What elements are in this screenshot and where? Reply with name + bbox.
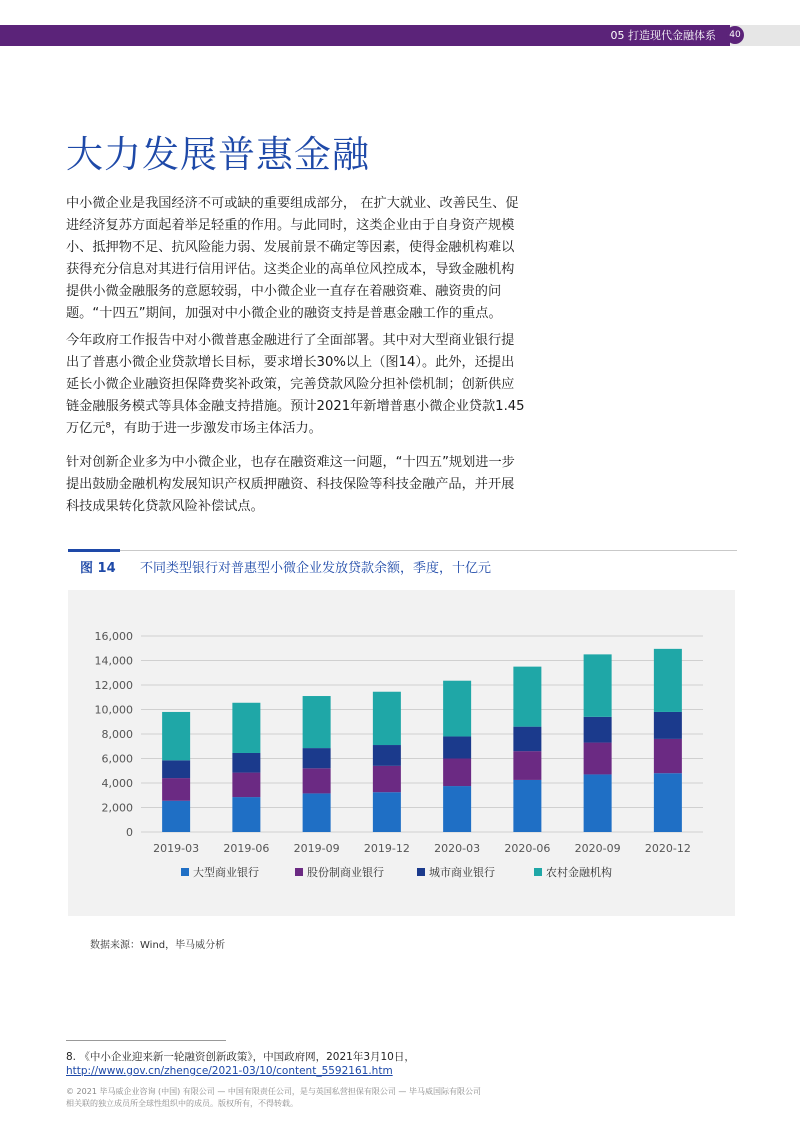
bar-segment: [654, 649, 682, 712]
copyright-line-2: 相关联的独立成员所全球性组织中的成员。版权所有，不得转载。: [66, 1099, 298, 1108]
bar-segment: [303, 748, 331, 768]
bar-segment: [232, 703, 260, 753]
bar-segment: [373, 766, 401, 792]
y-tick-label: 10,000: [94, 703, 133, 717]
data-source: 数据来源：Wind，毕马威分析: [90, 940, 226, 951]
x-tick-label: 2019-06: [223, 842, 270, 855]
figure-label: 图 14: [80, 561, 116, 576]
y-tick-label: 8,000: [101, 728, 133, 741]
bar-segment: [373, 692, 401, 745]
x-tick-label: 2019-12: [363, 842, 410, 855]
legend-label: 农村金融机构: [546, 866, 612, 879]
bar-segment: [162, 760, 190, 778]
bar-segment: [584, 743, 612, 775]
bar-segment: [513, 727, 541, 752]
y-tick-label: 4,000: [101, 777, 133, 790]
bar-segment: [162, 778, 190, 801]
figure-rule: [120, 550, 737, 551]
y-tick-label: 0: [126, 826, 133, 839]
footnote-link[interactable]: http://www.gov.cn/zhengce/2021-03/10/content_5592161.htm: [66, 1065, 393, 1077]
legend-swatch: [181, 868, 189, 876]
bar-segment: [232, 797, 260, 832]
page-number: 40: [726, 26, 744, 44]
legend-swatch: [534, 868, 542, 876]
bar-segment: [513, 667, 541, 727]
bar-segment: [373, 792, 401, 832]
x-tick-label: 2019-03: [153, 842, 200, 855]
bar-segment: [584, 717, 612, 743]
stacked-bar-chart: [68, 590, 735, 916]
bar-segment: [162, 801, 190, 832]
bar-segment: [443, 786, 471, 832]
paragraph-1: 中小微企业是我国经济不可或缺的重要组成部分， 在扩大就业、改善民生、促进经济复苏方面起着举足轻重的作用。与此同时，这类企业由于自身资产规模小、抵押物不足、抗风险能力弱、发展前景不确定等因素，使得金融机构难以获得充分信息对其进行信用评估。这类企业的高单位风控成本，导致金融机构提供小微金融服务的意愿较弱，中小微企业一直存在着融资难、融资贵的问题。“十四五”期间，加强对中小微企业的融资支持是普惠金融工作的重点。: [66, 196, 519, 321]
legend-label: 股份制商业银行: [307, 866, 384, 879]
bar-segment: [654, 773, 682, 832]
x-tick-label: 2019-09: [293, 842, 340, 855]
bar-segment: [232, 773, 260, 798]
y-tick-label: 16,000: [94, 630, 133, 643]
footnote-rule: [66, 1040, 226, 1041]
bar-segment: [303, 768, 331, 793]
figure-rule-accent: [68, 549, 120, 552]
footnote-text: 8. 《中小企业迎来新一轮融资创新政策》，中国政府网，2021年3月10日，: [66, 1051, 415, 1063]
copyright: [66, 1086, 746, 1110]
bar-segment: [513, 780, 541, 832]
legend-swatch: [295, 868, 303, 876]
footnote: [66, 1050, 746, 1078]
bar-segment: [373, 745, 401, 766]
y-tick-label: 14,000: [94, 654, 133, 668]
bar-segment: [513, 751, 541, 780]
bar-segment: [584, 774, 612, 832]
x-tick-label: 2020-09: [574, 842, 621, 855]
header-bar: [0, 25, 800, 46]
bar-segment: [232, 753, 260, 773]
page-title: 大力发展普惠金融: [66, 133, 370, 176]
paragraph-2: 今年政府工作报告中对小微普惠金融进行了全面部署。其中对大型商业银行提出了普惠小微企业贷款增长目标，要求增长30%以上（图14）。此外，还提出延长小微企业融资担保降费奖补政策，完善贷款风险分担补偿机制；创新供应链金融服务模式等具体金融支持措施。预计2021年新增普惠小微企业贷款1.45万亿元⁸，有助于进一步激发市场主体活力。: [66, 333, 525, 436]
bar-segment: [443, 681, 471, 737]
y-tick-label: 6,000: [101, 752, 133, 766]
bar-segment: [443, 759, 471, 787]
section-title: 05 打造现代金融体系: [610, 29, 716, 42]
bar-segment: [443, 736, 471, 758]
copyright-line-1: © 2021 毕马威企业咨询 (中国) 有限公司 — 中国有限责任公司，是与英国私营担保有限公司 — 毕马威国际有限公司: [66, 1087, 481, 1096]
figure-title: 不同类型银行对普惠型小微企业发放贷款余额，季度，十亿元: [140, 561, 492, 576]
bar-segment: [584, 654, 612, 716]
paragraph-3: 针对创新企业多为中小微企业，也存在融资难这一问题，“十四五”规划进一步提出鼓励金融机构发展知识产权质押融资、科技保险等科技金融产品，并开展科技成果转化贷款风险补偿试点。: [66, 455, 515, 514]
legend-swatch: [417, 868, 425, 876]
y-tick-label: 12,000: [94, 679, 133, 692]
bar-segment: [303, 696, 331, 748]
x-tick-label: 2020-06: [504, 842, 551, 855]
bar-segment: [654, 712, 682, 739]
y-tick-label: 2,000: [101, 801, 133, 815]
legend-label: 大型商业银行: [193, 866, 259, 879]
x-tick-label: 2020-12: [644, 842, 691, 855]
bar-segment: [303, 793, 331, 832]
x-tick-label: 2020-03: [434, 842, 481, 855]
legend-label: 城市商业银行: [429, 866, 495, 879]
bar-segment: [654, 739, 682, 773]
bar-segment: [162, 712, 190, 760]
